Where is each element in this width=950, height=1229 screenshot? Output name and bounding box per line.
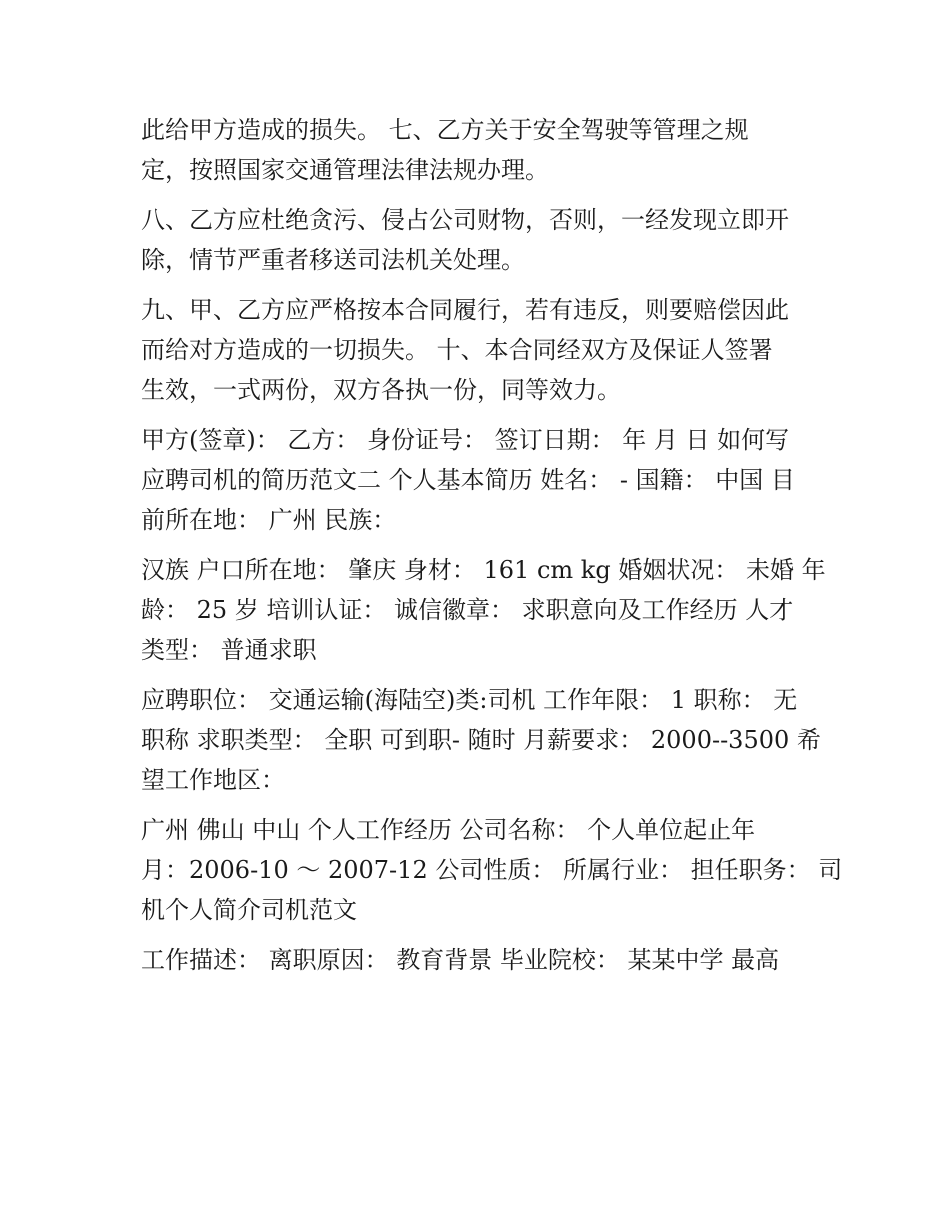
text-line: 望工作地区： <box>141 766 285 794</box>
text-line: 八、乙方应杜绝贪污、侵占公司财物，否则，一经发现立即开 <box>141 206 789 234</box>
text-line: 应聘职位： 交通运输(海陆空)类:司机 工作年限： 1 职称： 无 <box>141 686 798 714</box>
text-line: 广州 佛山 中山 个人工作经历 公司名称： 个人单位起止年 <box>141 816 756 844</box>
text-line: 前所在地： 广州 民族： <box>141 506 397 534</box>
text-line: 此给甲方造成的损失。 七、乙方关于安全驾驶等管理之规 <box>141 116 749 144</box>
text-line: 生效，一式两份，双方各执一份，同等效力。 <box>141 376 621 404</box>
text-line: 汉族 户口所在地： 肇庆 身材： 161 cm kg 婚姻状况： 未婚 年 <box>141 556 826 584</box>
text-line: 职称 求职类型： 全职 可到职- 随时 月薪要求： 2000--3500 希 <box>141 726 821 754</box>
text-line: 龄： 25 岁 培训认证： 诚信徽章： 求职意向及工作经历 人才 <box>141 596 794 624</box>
text-line: 定，按照国家交通管理法律法规办理。 <box>141 156 549 184</box>
text-line: 类型： 普通求职 <box>141 636 317 664</box>
text-line: 而给对方造成的一切损失。 十、本合同经双方及保证人签署 <box>141 336 773 364</box>
text-line: 九、甲、乙方应严格按本合同履行，若有违反，则要赔偿因此 <box>141 296 789 324</box>
document-body <box>141 110 843 980</box>
text-line: 月：2006-10 ～ 2007-12 公司性质： 所属行业： 担任职务： 司 <box>141 856 843 884</box>
text-line: 工作描述： 离职原因： 教育背景 毕业院校： 某某中学 最高 <box>141 946 780 974</box>
text-line: 机个人简介司机范文 <box>141 896 357 924</box>
text-line: 应聘司机的简历范文二 个人基本简历 姓名： - 国籍： 中国 目 <box>141 466 795 494</box>
text-line: 甲方(签章)： 乙方： 身份证号： 签订日期： 年 月 日 如何写 <box>141 426 790 454</box>
text-line: 除，情节严重者移送司法机关处理。 <box>141 246 525 274</box>
